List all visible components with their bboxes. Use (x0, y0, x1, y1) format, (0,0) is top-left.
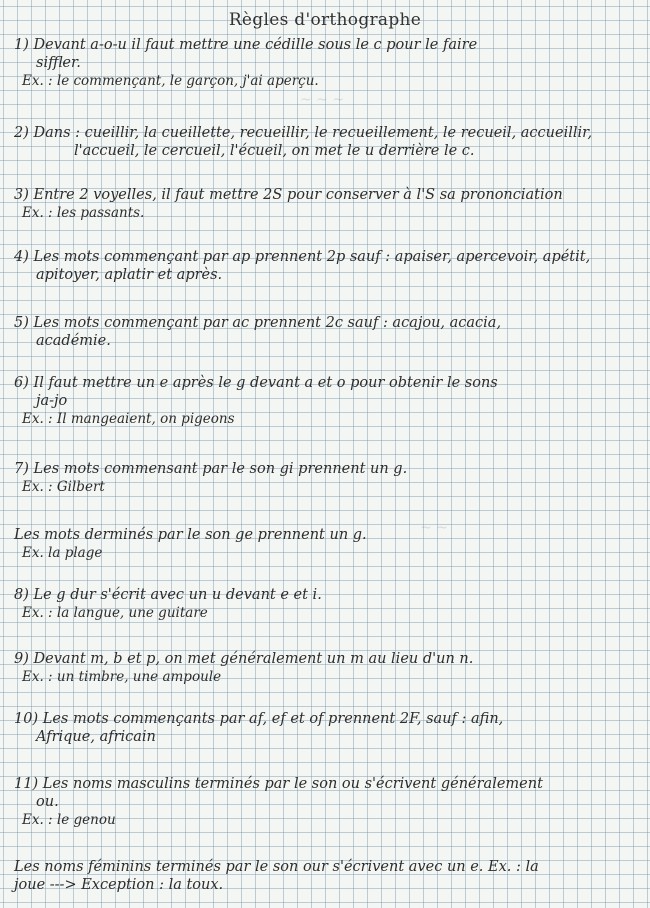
rule-11-line-2: ou. (36, 794, 59, 810)
rule-2-line-2: l'accueil, le cercueil, l'écueil, on met le u derrière le c. (74, 143, 475, 159)
rule-6-example: Ex. : Il mangeaient, on pigeons (22, 411, 235, 427)
rule-6-line-1: 6) Il faut mettre un e après le g devant a et o pour obtenir le sons (14, 375, 498, 391)
rule-10 (14, 710, 646, 746)
rule-1-line-1: 1) Devant a-o-u il faut mettre une cédille sous le c pour le faire (14, 37, 478, 53)
rule-2 (14, 124, 646, 160)
rule-5-line-1: 5) Les mots commençant par ac prennent 2c sauf : acajou, acacia, (14, 315, 502, 331)
rule-9 (14, 650, 646, 686)
rule-11-example: Ex. : le genou (22, 812, 116, 828)
rule-8-example: Ex. : la langue, une guitare (22, 605, 208, 621)
rule-7b-line-1: Les mots derminés par le son ge prennent un g. (14, 527, 367, 543)
rule-1-line-2: siffler. (36, 55, 81, 71)
rule-3-example: Ex. : les passants. (22, 205, 145, 221)
rule-4-line-1: 4) Les mots commençant par ap prennent 2p sauf : apaiser, apercevoir, apétit, (14, 249, 591, 265)
rule-8 (14, 586, 646, 622)
rule-6 (14, 374, 646, 428)
rule-5-line-2: académie. (36, 333, 111, 349)
rule-6-line-2: ja-jo (36, 393, 68, 409)
rule-7-line-1: 7) Les mots commensant par le son gi prennent un g. (14, 461, 408, 477)
rule-11b-line-1: Les noms féminins terminés par le son our s'écrivent avec un e. Ex. : la (14, 859, 539, 875)
rule-7 (14, 460, 646, 496)
rule-11 (14, 775, 646, 829)
rule-1-example: Ex. : le commençant, le garçon, j'ai aperçu. (22, 73, 319, 89)
bleed-through-mark: ~ ~ ~ (300, 92, 345, 108)
rule-7-example: Ex. : Gilbert (22, 479, 105, 495)
rule-10-line-2: Afrique, africain (36, 729, 156, 745)
rule-9-example: Ex. : un timbre, une ampoule (22, 669, 222, 685)
rule-7b-example: Ex. la plage (22, 545, 103, 561)
rule-3 (14, 186, 646, 222)
rule-9-line-1: 9) Devant m, b et p, on met généralement un m au lieu d'un n. (14, 651, 474, 667)
rule-8-line-1: 8) Le g dur s'écrit avec un u devant e et i. (14, 587, 322, 603)
rule-5 (14, 314, 646, 350)
bleed-through-mark: ~ ~ (420, 520, 448, 536)
rule-11-line-1: 11) Les noms masculins terminés par le son ou s'écrivent généralement (14, 776, 543, 792)
rule-11b (14, 858, 646, 894)
rule-1 (14, 36, 646, 90)
rule-7b (14, 526, 646, 562)
rule-2-line-1: 2) Dans : cueillir, la cueillette, recueillir, le recueillement, le recueil, accueillir, (14, 125, 593, 141)
rule-4-line-2: apitoyer, aplatir et après. (36, 267, 223, 283)
page-title: Règles d'orthographe (228, 10, 422, 30)
rule-11b-line-2: joue ---> Exception : la toux. (14, 877, 224, 893)
rule-10-line-1: 10) Les mots commençants par af, ef et of prennent 2F, sauf : afin, (14, 711, 504, 727)
rule-4 (14, 248, 646, 284)
rule-3-line-1: 3) Entre 2 voyelles, il faut mettre 2S pour conserver à l'S sa prononciation (14, 187, 563, 203)
